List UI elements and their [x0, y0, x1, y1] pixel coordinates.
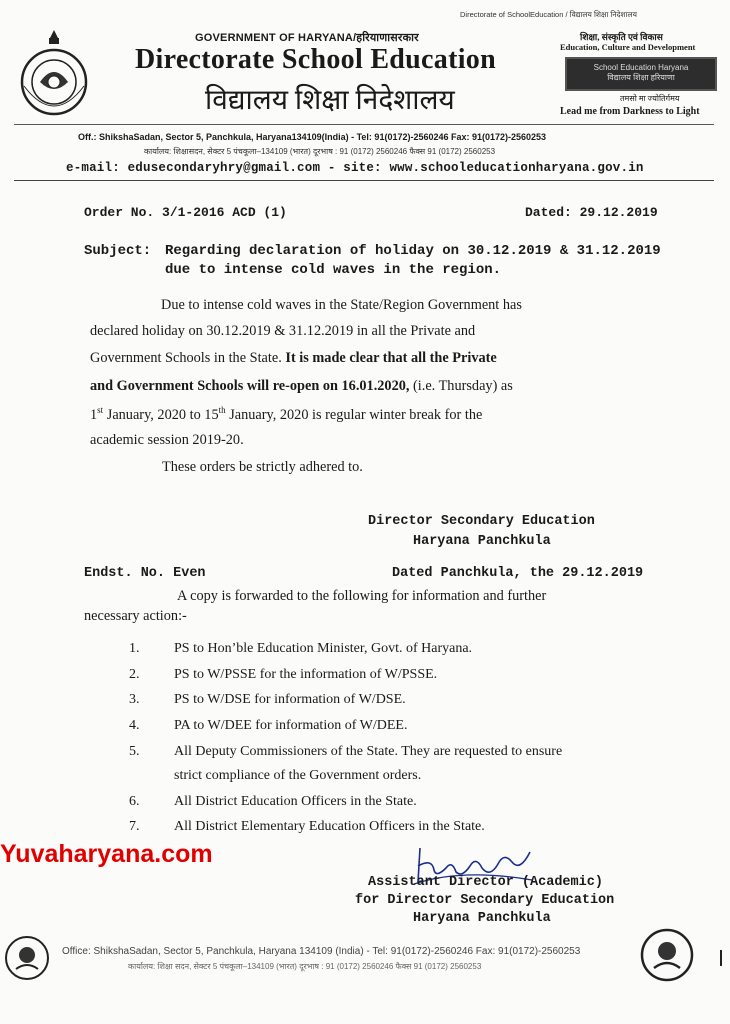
margin-mark: [720, 950, 722, 966]
list-item-number: 3.: [129, 692, 140, 707]
body-line-3: [90, 350, 497, 367]
list-item: All District Education Officers in the State.: [174, 794, 417, 809]
government-line: GOVERNMENT OF HARYANA/हरियाणासरकार: [195, 32, 419, 44]
directorate-title-hindi: विद्यालय शिक्षा निदेशालय: [205, 85, 455, 116]
footer-address: Office: ShikshaSadan, Sector 5, Panchkula, Haryana 134109 (India) - Tel: 91(0172)-2560246 Fax: 91(0172)-2560253: [62, 946, 581, 957]
subject-line-2: due to intense cold waves in the region.: [165, 262, 502, 278]
body-line-4b: (i.e. Thursday) as: [413, 378, 513, 394]
order-date: Dated: 29.12.2019: [525, 205, 658, 220]
endorsement-date: Dated Panchkula, the 29.12.2019: [392, 566, 644, 581]
list-item-number: 4.: [129, 718, 140, 733]
haryana-emblem-icon: [18, 26, 90, 118]
office-address: Off.: ShikshaSadan, Sector 5, Panchkula, Haryana134109(India) - Tel: 91(0172)-2560246 Fax: 91(0172)-2560253: [78, 132, 547, 142]
body-line-3a: Government Schools in the State.: [90, 350, 282, 366]
body-line-4: [90, 378, 513, 395]
address-divider: [14, 180, 714, 181]
list-item-number: 7.: [129, 819, 140, 834]
footer-emblem-right-icon: [640, 928, 694, 982]
body-line-5b: January, 2020 to 15: [106, 406, 219, 423]
list-item: All District Elementary Education Officers in the State.: [174, 819, 485, 834]
order-number: Order No. 3/1-2016 ACD (1): [84, 205, 287, 220]
motto-english: Lead me from Darkness to Light: [560, 106, 700, 117]
list-item-continued: strict compliance of the Government orders.: [174, 768, 422, 783]
body-line-3b: It is made clear that all the Private: [285, 350, 497, 366]
signatory-2-place: Haryana Panchkula: [413, 911, 551, 926]
list-item-number: 5.: [129, 744, 140, 759]
yuvaharyana-watermark: Yuvaharyana.com: [0, 840, 213, 868]
directorate-title: Directorate School Education: [135, 44, 496, 75]
signatory-1-place: Haryana Panchkula: [413, 534, 551, 549]
right-english-tagline: Education, Culture and Development: [560, 42, 696, 52]
logo-text-hindi: विद्यालय शिक्षा हरियाणा: [607, 73, 675, 82]
list-item-number: 2.: [129, 667, 140, 682]
forward-line-2: necessary action:-: [84, 608, 187, 624]
body-line-5: [90, 405, 482, 424]
body-line-6: academic session 2019-20.: [90, 432, 244, 448]
header-divider: [14, 124, 714, 125]
list-item: PA to W/DEE for information of W/DEE.: [174, 718, 408, 733]
logo-text-english: School Education Haryana: [593, 63, 689, 72]
list-item: All Deputy Commissioners of the State. They are requested to ensure: [174, 744, 563, 759]
right-hindi-tagline: शिक्षा, संस्कृति एवं विकास: [580, 32, 663, 42]
list-item: PS to Hon’ble Education Minister, Govt. of Haryana.: [174, 641, 473, 656]
email-site-line: e-mail: edusecondaryhry@gmail.com - site: www.schooleducationharyana.gov.in: [66, 161, 644, 175]
logo-text: [581, 63, 701, 83]
forward-line-1: A copy is forwarded to the following for information and further: [177, 588, 547, 604]
body-line-1: Due to intense cold waves in the State/Region Government has: [161, 297, 522, 313]
ordinal-st: st: [97, 405, 104, 415]
ordinal-th: th: [218, 405, 226, 415]
body-line-7: These orders be strictly adhered to.: [162, 459, 363, 475]
body-line-2: declared holiday on 30.12.2019 & 31.12.2019 in all the Private and: [90, 323, 476, 339]
office-address-hindi: कार्यालय: शिक्षासदन, सेक्टर 5 पंचकूला–134109 (भारत) दूरभाष : 91 (0172) 2560246 फैक्स 91 (0172) 2560253: [144, 147, 496, 156]
footer-emblem-left-icon: [4, 935, 50, 981]
body-line-4a: and Government Schools will re-open on 16.01.2020,: [90, 378, 410, 394]
signatory-1-title: Director Secondary Education: [368, 514, 595, 529]
subject-line-1: Regarding declaration of holiday on 30.12.2019 & 31.12.2019: [165, 243, 661, 259]
list-item: PS to W/DSE for information of W/DSE.: [174, 692, 406, 707]
school-education-logo: [565, 57, 717, 91]
list-item-number: 6.: [129, 794, 140, 809]
signatory-2-for: for Director Secondary Education: [355, 893, 615, 908]
list-item: PS to W/PSSE for the information of W/PSSE.: [174, 667, 438, 682]
motto-hindi: तमसो मा ज्योतिर्गमय: [620, 94, 680, 103]
subject-label: Subject:: [84, 243, 152, 259]
list-item-number: 1.: [129, 641, 140, 656]
body-line-5c: January, 2020 is regular winter break for the: [229, 406, 483, 423]
top-right-note: Directorate of SchoolEducation / विद्यालय शिक्षा निदेशालय: [460, 10, 637, 19]
body-line-5a: 1: [90, 406, 98, 423]
endorsement-label: Endst. No. Even: [84, 566, 206, 581]
footer-address-hindi: कार्यालय: शिक्षा सदन, सेक्टर 5 पंचकूला–134109 (भारत) दूरभाष : 91 (0172) 2560246 फैक्स 91 (0172) 2560253: [128, 962, 482, 971]
signatory-2-title: Assistant Director (Academic): [368, 875, 603, 890]
